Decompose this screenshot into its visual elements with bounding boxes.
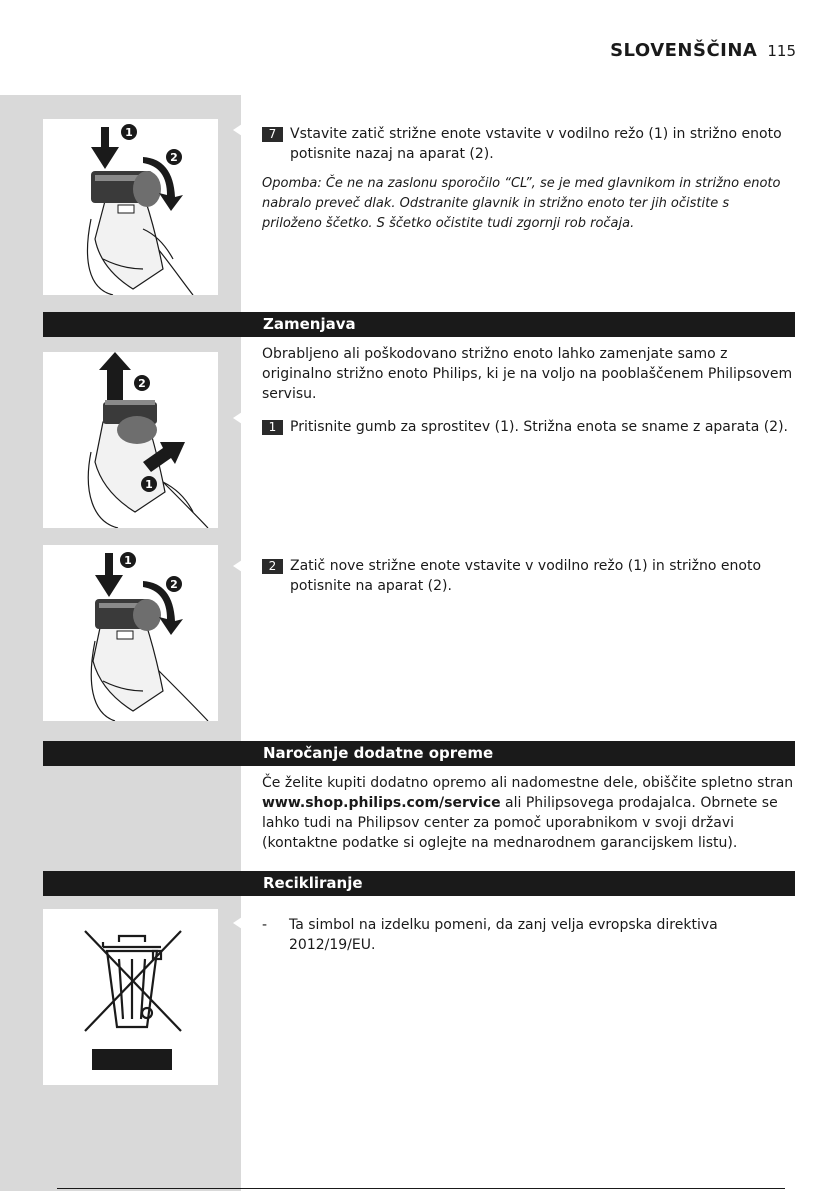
step-text: Vstavite zatič strižne enote vstavite v vodilno režo (1) in strižno enoto potisnite nazaj na aparat (2). xyxy=(290,126,782,162)
illustration-insert-new-attachment xyxy=(43,545,218,721)
page-header xyxy=(610,40,796,70)
step-2 xyxy=(262,556,802,596)
badge-1: 1 xyxy=(125,126,133,139)
page-number: 115 xyxy=(767,42,796,60)
accessories-text-after: ali Philipsovega prodajalca. Obrnete se lahko tudi na Philipsov center za pomoč uporabnikom v svoji državi (kontaktne podatke si oglejte na mednarodnem garancijskem listu). xyxy=(262,795,778,851)
illustration-release-attachment xyxy=(43,352,218,528)
step-7-note: Opomba: Če ne na zaslonu sporočilo “CL”, se je med glavnikom in strižno enoto nabralo preveč dlak. Odstranite glavnik in strižno enoto ter jih očistite s priloženo ščetko. S ščetko očistite tudi zgornji rob ročaja. xyxy=(262,176,781,231)
step-text: Pritisnite gumb za sprostitev (1). Strižna enota se sname z aparata (2). xyxy=(290,419,789,435)
accessories-text xyxy=(262,773,800,853)
section-title: Naročanje dodatne opreme xyxy=(263,744,494,762)
badge-2: 2 xyxy=(170,151,178,164)
step-text: Zatič nove strižne enote vstavite v vodilno režo (1) in strižno enoto potisnite na aparat (2). xyxy=(290,558,762,594)
badge-1: 1 xyxy=(124,554,132,567)
badge-1: 1 xyxy=(145,478,153,491)
hand-shaver-illustration-1 xyxy=(43,119,218,295)
badge-2: 2 xyxy=(170,578,178,591)
section-bar-accessories xyxy=(43,741,795,766)
hand-shaver-illustration-3 xyxy=(43,545,218,721)
accessories-text-before: Če želite kupiti dodatno opremo ali nadomestne dele, obiščite spletno stran xyxy=(262,775,794,791)
step-number: 1 xyxy=(262,420,283,435)
step-1 xyxy=(262,417,802,437)
bullet-text: Ta simbol na izdelku pomeni, da zanj velja evropska direktiva 2012/19/EU. xyxy=(289,917,718,953)
step-7 xyxy=(262,124,802,164)
hand-shaver-illustration-2 xyxy=(43,352,218,528)
section-title: Zamenjava xyxy=(263,315,356,333)
section-bar-replace xyxy=(43,312,795,337)
up-arrow-icon xyxy=(99,352,131,400)
footer-divider xyxy=(57,1188,785,1189)
language-title: SLOVENŠČINA xyxy=(610,40,758,61)
bullet-dash: - xyxy=(262,917,268,933)
step-number: 2 xyxy=(262,559,283,574)
callout-pointer xyxy=(233,124,242,136)
callout-pointer xyxy=(233,412,242,424)
section-title: Recikliranje xyxy=(263,874,363,892)
weee-symbol-box xyxy=(43,909,218,1085)
crossed-bin-icon xyxy=(43,909,218,1085)
illustration-insert-attachment xyxy=(43,119,218,295)
shop-url-link[interactable]: www.shop.philips.com/service xyxy=(262,795,501,811)
step-number: 7 xyxy=(262,127,283,142)
recycling-bullet xyxy=(262,915,792,955)
black-bar-marker xyxy=(92,1049,172,1070)
callout-pointer xyxy=(233,917,242,929)
down-arrow-icon xyxy=(91,127,119,169)
replace-intro: Obrabljeno ali poškodovano strižno enoto lahko zamenjate samo z originalno strižno enoto Philips, ki je na voljo na pooblaščenem Philipsovem servisu. xyxy=(262,346,793,402)
section-bar-recycling xyxy=(43,871,795,896)
badge-2: 2 xyxy=(138,377,146,390)
callout-pointer xyxy=(233,560,242,572)
down-arrow-icon xyxy=(95,553,123,597)
